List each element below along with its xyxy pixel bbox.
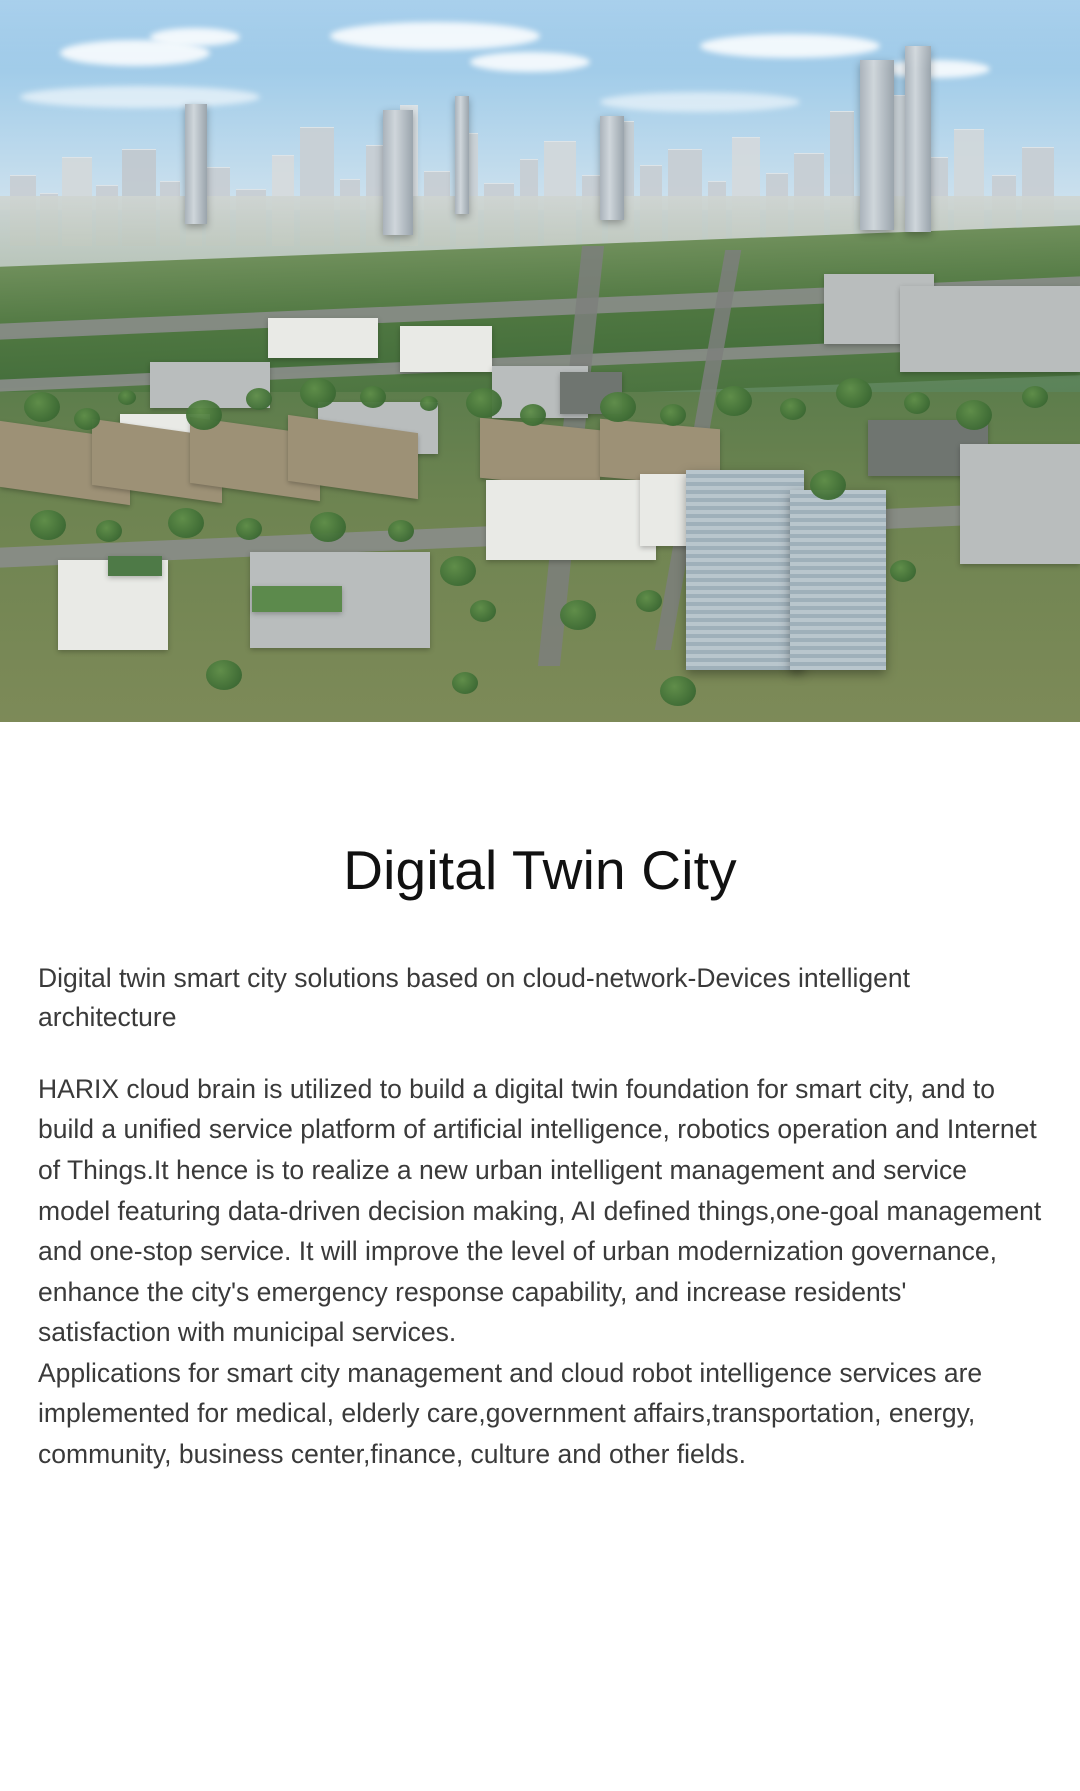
tree-icon xyxy=(956,400,992,430)
tree-icon xyxy=(660,404,686,426)
tree-icon xyxy=(560,600,596,630)
cloud-icon xyxy=(700,34,880,58)
tree-icon xyxy=(466,388,502,418)
page-title: Digital Twin City xyxy=(343,839,737,901)
tree-icon xyxy=(1022,386,1048,408)
tree-icon xyxy=(836,378,872,408)
tree-icon xyxy=(470,600,496,622)
article-paragraph: Applications for smart city management and cloud robot intelligence services are implemented for medical, elderly care,government affairs,transportation, energy, community, business center,finance, culture and other fields. xyxy=(38,1357,983,1469)
cloud-icon xyxy=(330,22,540,50)
tree-icon xyxy=(420,396,438,411)
tree-icon xyxy=(780,398,806,420)
tree-icon xyxy=(74,408,100,430)
tree-icon xyxy=(246,388,272,410)
tree-icon xyxy=(904,392,930,414)
office-tower xyxy=(455,96,469,214)
warehouse xyxy=(486,480,656,560)
tree-icon xyxy=(96,520,122,542)
article-subtitle: Digital twin smart city solutions based on cloud-network-Devices intelligent architecture xyxy=(38,962,910,1032)
office-tower xyxy=(905,46,931,232)
tree-icon xyxy=(452,672,478,694)
tree-icon xyxy=(310,512,346,542)
cloud-icon xyxy=(470,52,590,72)
tree-icon xyxy=(236,518,262,540)
office-tower xyxy=(185,104,207,224)
tree-icon xyxy=(118,390,136,405)
tree-icon xyxy=(388,520,414,542)
building xyxy=(900,286,1080,372)
apartment-roof-green xyxy=(252,586,342,612)
office-tower xyxy=(860,60,894,230)
building xyxy=(400,326,492,372)
tree-icon xyxy=(660,676,696,706)
tree-icon xyxy=(810,470,846,500)
tree-icon xyxy=(520,404,546,426)
tree-icon xyxy=(636,590,662,612)
article-paragraph: HARIX cloud brain is utilized to build a digital twin foundation for smart city, and to build a unified service platform of artificial intelligence, robotics operation and Internet of Things.It hence is to realize a new urban intelligent management and service model featuring data-driven decision making, AI defined things,one-goal management and one-stop service. It will improve the level of urban modernization governance, enhance the city's emergency response capability, and increase residents' satisfaction with municipal services. xyxy=(38,1073,1042,1348)
tree-icon xyxy=(206,660,242,690)
building xyxy=(268,318,378,358)
residential-tower xyxy=(790,490,886,670)
article-body xyxy=(38,1069,1042,1474)
tree-icon xyxy=(716,386,752,416)
hero-image xyxy=(0,0,1080,722)
cloud-icon xyxy=(150,28,240,46)
tree-icon xyxy=(30,510,66,540)
residential-tower xyxy=(686,470,804,670)
tree-icon xyxy=(890,560,916,582)
tree-icon xyxy=(600,392,636,422)
tree-icon xyxy=(186,400,222,430)
building xyxy=(960,444,1080,564)
tree-icon xyxy=(360,386,386,408)
apartment-roof-green xyxy=(108,556,162,576)
tree-icon xyxy=(440,556,476,586)
cloud-icon xyxy=(880,60,990,78)
office-tower xyxy=(600,116,624,220)
tree-icon xyxy=(168,508,204,538)
tree-icon xyxy=(300,378,336,408)
article-content xyxy=(0,840,1080,1474)
tree-icon xyxy=(24,392,60,422)
office-tower xyxy=(383,110,413,235)
